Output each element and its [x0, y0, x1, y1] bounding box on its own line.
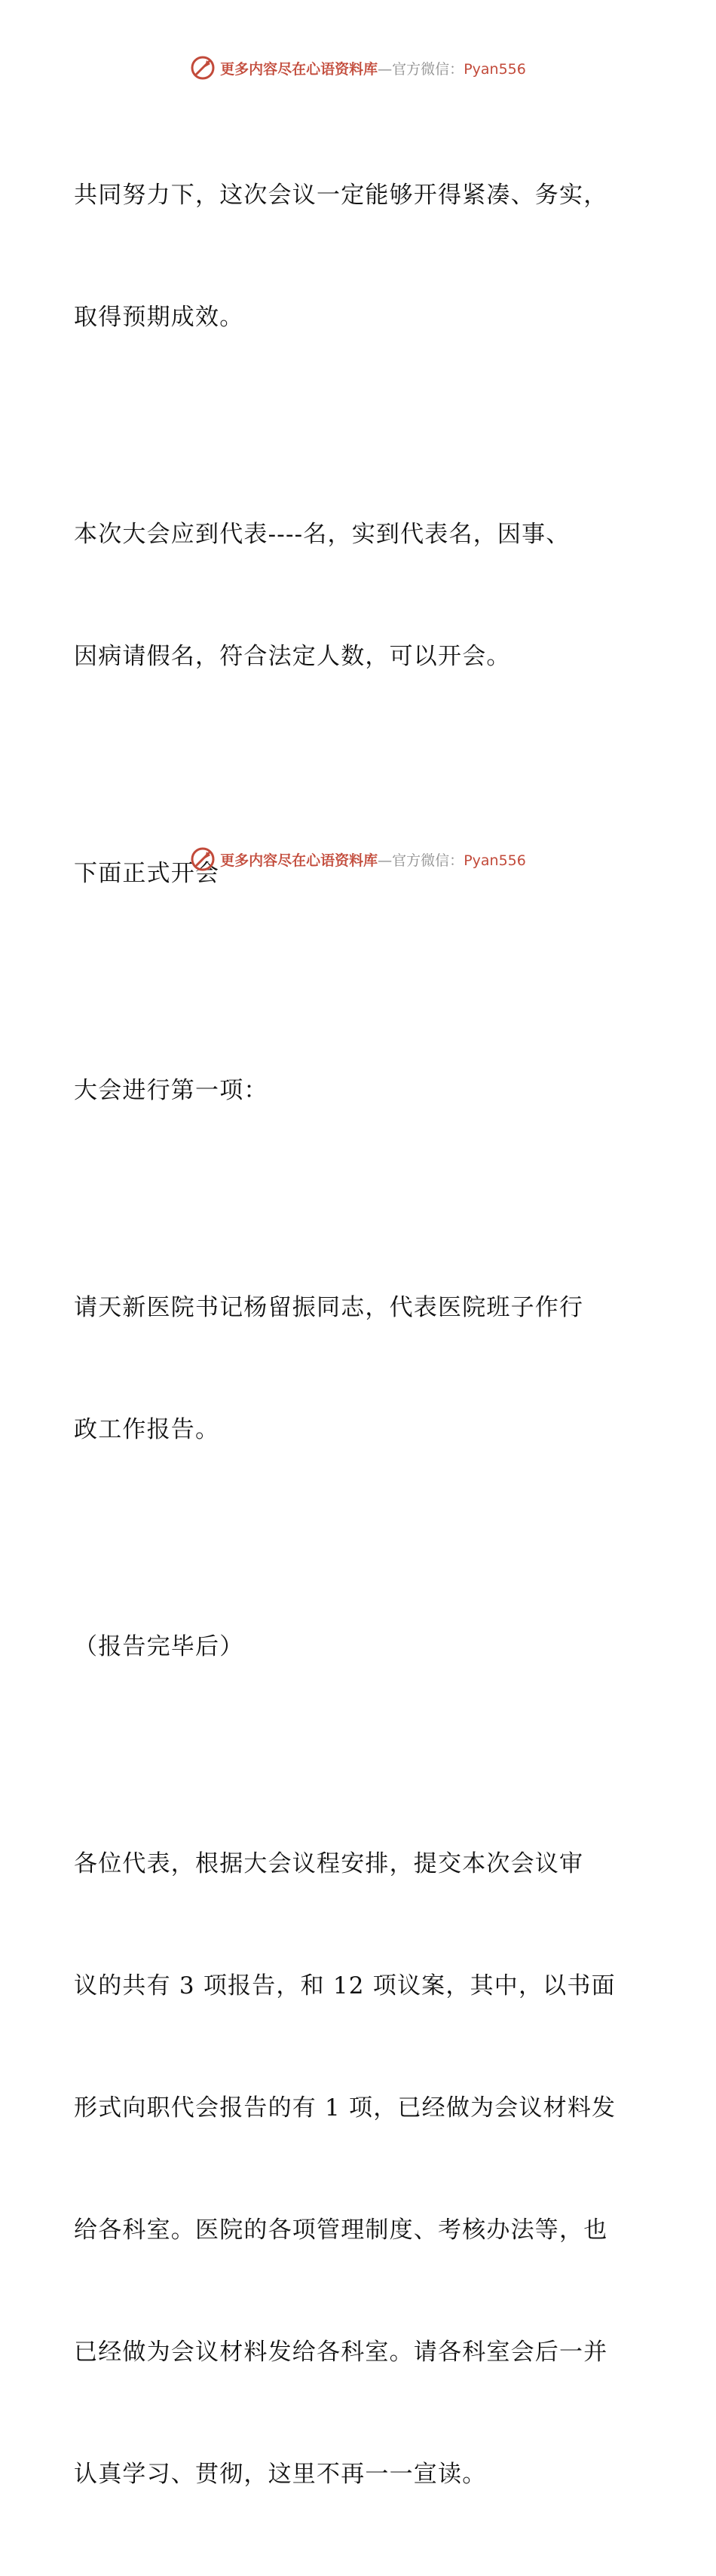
watermark-label: 官方微信： — [392, 60, 464, 78]
text-line: （报告完毕后） — [74, 1633, 244, 1660]
footer-watermark — [0, 844, 716, 874]
watermark-text — [220, 849, 526, 870]
paragraph-6 — [74, 1545, 647, 1748]
watermark-dash: — — [378, 852, 393, 869]
watermark-label: 官方微信： — [392, 852, 464, 869]
watermark-dash: — — [378, 60, 393, 78]
text-line: 请天新医院书记杨留振同志，代表医院班子作行 — [74, 1294, 584, 1321]
text-line: 大会进行第一项： — [74, 1077, 268, 1104]
quill-seal-icon — [190, 55, 216, 81]
paragraph-5 — [74, 1206, 647, 1531]
paragraph-2 — [74, 433, 647, 758]
text-line: 形式向职代会报告的有 1 项，已经做为会议材料发 — [74, 2094, 617, 2122]
header-watermark — [0, 53, 716, 83]
text-line: 给各科室。医院的各项管理制度、考核办法等，也 — [74, 2217, 608, 2244]
text-line: 政工作报告。 — [74, 1416, 220, 1443]
text-line: 议的共有 3 项报告，和 12 项议案，其中，以书面 — [74, 1972, 616, 1999]
quill-seal-icon — [190, 846, 216, 872]
text-line: 因病请假名，符合法定人数，可以开会。 — [74, 643, 511, 670]
text-line: 已经做为会议材料发给各科室。请各科室会后一并 — [74, 2339, 608, 2366]
watermark-text — [220, 58, 526, 78]
text-line: 各位代表，根据大会议程安排，提交本次会议审 — [74, 1850, 584, 1877]
paragraph-7 — [74, 1762, 647, 2576]
text-line: 共同努力下，这次会议一定能够开得紧凑、务实， — [74, 182, 608, 209]
text-line: 认真学习、贯彻，这里不再一一宣读。 — [74, 2461, 487, 2488]
paragraph-4 — [74, 989, 647, 1192]
text-line: 下面正式开会 — [74, 860, 220, 887]
document-body — [74, 93, 647, 2576]
paragraph-1 — [74, 93, 647, 419]
watermark-wechat-id: Pyan556 — [464, 852, 526, 869]
text-line: 取得预期成效。 — [74, 304, 244, 331]
watermark-brand: 更多内容尽在心语资料库 — [220, 60, 378, 78]
watermark-brand: 更多内容尽在心语资料库 — [220, 852, 378, 869]
watermark-wechat-id: Pyan556 — [464, 60, 526, 78]
text-line: 本次大会应到代表----名，实到代表名，因事、 — [74, 521, 571, 548]
